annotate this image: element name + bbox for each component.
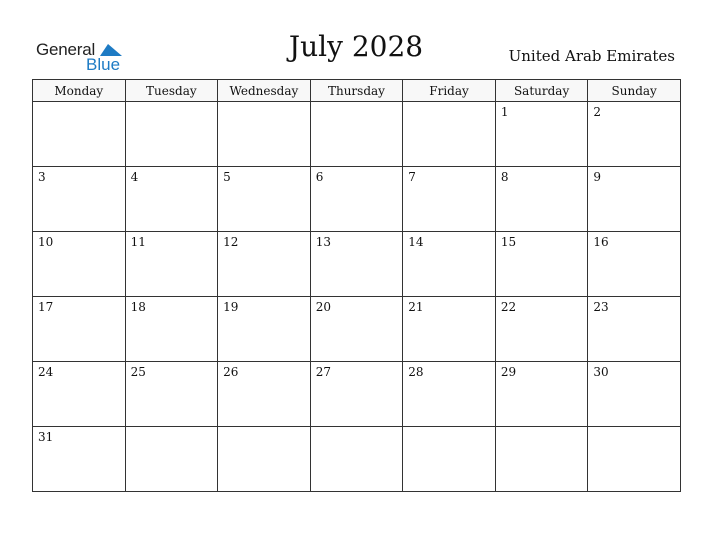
weekday-header: Sunday	[588, 80, 681, 102]
day-number	[403, 427, 495, 430]
day-cell	[403, 167, 496, 232]
weekday-header: Friday	[403, 80, 496, 102]
day-cell	[403, 102, 496, 167]
day-number: 2	[593, 105, 602, 119]
day-number: 26	[223, 365, 239, 379]
week-row	[33, 362, 681, 427]
day-number: 28	[408, 365, 424, 379]
day-cell	[125, 167, 218, 232]
day-number	[33, 102, 125, 105]
day-cell	[588, 427, 681, 492]
day-number: 7	[408, 170, 416, 184]
day-cell	[218, 167, 311, 232]
day-cell	[495, 102, 588, 167]
day-cell	[403, 232, 496, 297]
day-cell	[588, 167, 681, 232]
day-cell	[495, 167, 588, 232]
day-number: 10	[38, 235, 54, 249]
day-cell	[125, 102, 218, 167]
weekday-header: Monday	[33, 80, 126, 102]
day-cell	[588, 102, 681, 167]
day-cell	[310, 102, 403, 167]
day-number: 11	[130, 235, 146, 249]
day-number	[126, 427, 218, 430]
day-cell	[218, 427, 311, 492]
day-cell	[403, 362, 496, 427]
day-cell	[495, 362, 588, 427]
day-cell	[495, 297, 588, 362]
day-cell	[125, 427, 218, 492]
day-cell	[588, 362, 681, 427]
day-cell	[125, 362, 218, 427]
day-number: 27	[315, 365, 331, 379]
day-number: 22	[500, 300, 517, 314]
logo-word-general: General	[36, 40, 96, 59]
week-row	[33, 102, 681, 167]
day-number: 30	[593, 365, 609, 379]
day-number: 4	[130, 170, 139, 184]
weekday-header-row	[33, 80, 681, 102]
day-cell	[218, 297, 311, 362]
day-cell	[403, 297, 496, 362]
day-cell	[310, 427, 403, 492]
day-number	[126, 102, 218, 105]
day-number: 6	[315, 170, 324, 184]
day-cell	[33, 232, 126, 297]
day-cell	[33, 102, 126, 167]
day-number: 14	[408, 235, 424, 249]
day-number	[218, 427, 310, 430]
day-number: 25	[130, 365, 146, 379]
day-cell	[310, 362, 403, 427]
day-cell	[218, 232, 311, 297]
day-cell	[588, 232, 681, 297]
day-number: 15	[500, 235, 517, 249]
week-row	[33, 232, 681, 297]
day-number: 3	[38, 170, 46, 184]
day-number: 31	[38, 430, 54, 444]
day-number: 19	[223, 300, 239, 314]
day-cell	[125, 297, 218, 362]
day-cell	[495, 232, 588, 297]
day-number: 29	[500, 365, 517, 379]
weekday-header: Thursday	[310, 80, 403, 102]
day-number	[588, 427, 680, 430]
day-cell	[310, 232, 403, 297]
day-cell	[33, 362, 126, 427]
day-number: 18	[130, 300, 146, 314]
day-cell	[33, 427, 126, 492]
day-number	[218, 102, 310, 105]
day-number: 17	[38, 300, 54, 314]
day-cell	[403, 427, 496, 492]
day-number	[311, 102, 403, 105]
day-cell	[33, 297, 126, 362]
day-number: 8	[500, 170, 509, 184]
country-name: United Arab Emirates	[508, 47, 675, 65]
day-number: 21	[408, 300, 424, 314]
day-number: 23	[593, 300, 609, 314]
day-cell	[495, 427, 588, 492]
logo-word-blue: Blue	[86, 55, 121, 74]
day-number: 5	[223, 170, 231, 184]
day-cell	[310, 297, 403, 362]
day-cell	[125, 232, 218, 297]
calendar-grid	[32, 79, 681, 492]
day-number: 24	[38, 365, 54, 379]
weekday-header: Wednesday	[218, 80, 311, 102]
week-row	[33, 427, 681, 492]
day-number	[311, 427, 403, 430]
day-cell	[588, 297, 681, 362]
day-cell	[218, 102, 311, 167]
weekday-header: Tuesday	[125, 80, 218, 102]
day-number	[496, 427, 588, 430]
day-number: 16	[593, 235, 609, 249]
week-row	[33, 297, 681, 362]
week-row	[33, 167, 681, 232]
day-number: 20	[315, 300, 331, 314]
day-number: 13	[315, 235, 331, 249]
day-cell	[218, 362, 311, 427]
day-cell	[33, 167, 126, 232]
day-number: 12	[223, 235, 239, 249]
day-cell	[310, 167, 403, 232]
day-number	[403, 102, 495, 105]
day-number: 1	[500, 105, 509, 119]
day-number: 9	[593, 170, 602, 184]
calendar-title: July 2028	[288, 30, 424, 63]
weekday-header: Saturday	[495, 80, 588, 102]
